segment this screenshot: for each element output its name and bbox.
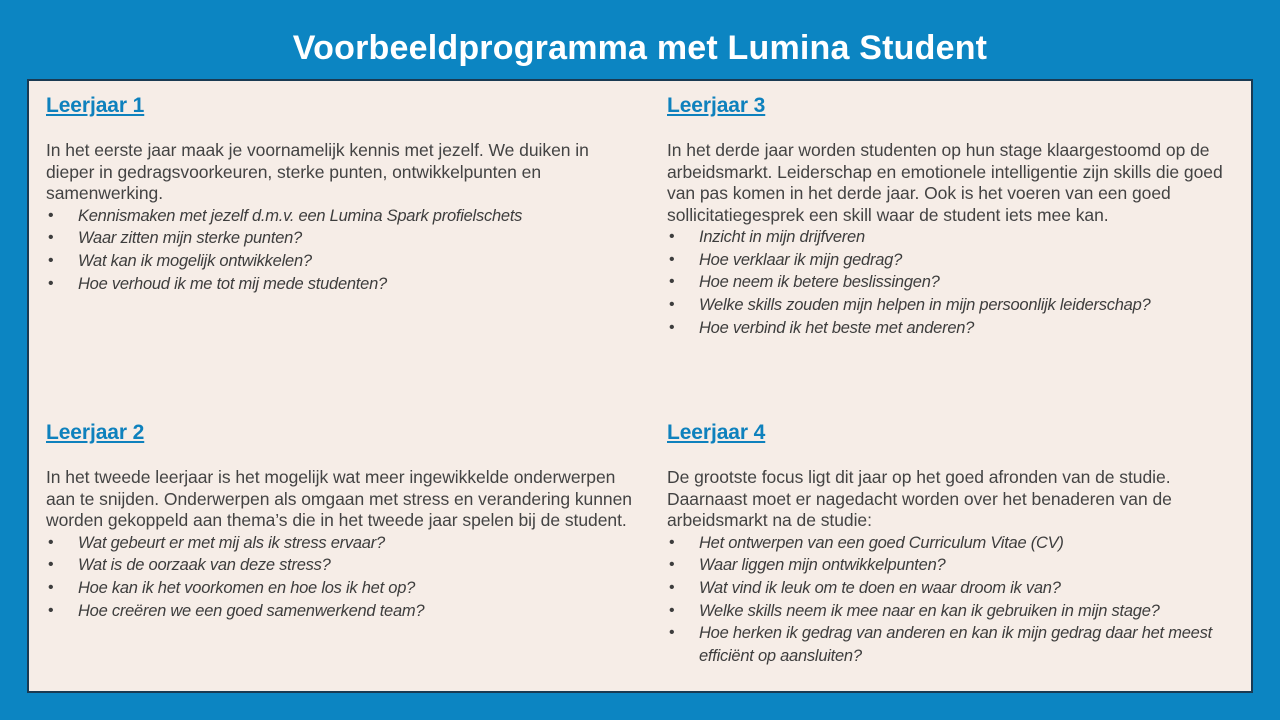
bullet-dot-icon: • (669, 601, 675, 619)
list-item (46, 600, 636, 623)
spacer (667, 446, 1249, 467)
section-intro-leerjaar-3: In het derde jaar worden studenten op hun stage klaargestoomd op de arbeidsmarkt. Leiderschap en emotionele intelligentie zijn skills die goed van pas komen in het derde jaar. Ook is het voeren van een goed sollicitatiegesprek een skill waar de student iets mee kan. (667, 140, 1223, 225)
section-heading-leerjaar-3: Leerjaar 3 (667, 94, 766, 117)
list-item (667, 577, 1249, 600)
list-item-label: Wat is de oorzaak van deze stress? (78, 556, 331, 575)
bullet-dot-icon: • (669, 578, 675, 596)
list-item (667, 554, 1249, 577)
list-item-label: Welke skills zouden mijn helpen in mijn persoonlijk leiderschap? (699, 296, 1151, 315)
right-column (640, 81, 1251, 691)
section-leerjaar-2 (46, 420, 636, 622)
list-item (667, 317, 1249, 340)
bullet-dot-icon: • (669, 273, 675, 291)
bullet-dot-icon: • (48, 274, 54, 292)
list-item-label: Hoe verklaar ik mijn gedrag? (699, 250, 903, 269)
spacer (46, 446, 636, 467)
bullet-dot-icon: • (669, 296, 675, 314)
spacer (667, 119, 1249, 140)
list-item-label: Wat gebeurt er met mij als ik stress ervaar? (78, 533, 385, 552)
list-item-label: Hoe herken ik gedrag van anderen en kan ik mijn gedrag daar het meest efficiënt op aansluiten? (699, 624, 1212, 666)
list-item-label: Hoe verbind ik het beste met anderen? (699, 318, 975, 337)
bullet-dot-icon: • (669, 228, 675, 245)
list-item-label: Welke skills neem ik mee naar en kan ik gebruiken in mijn stage? (699, 601, 1160, 620)
page-title: Voorbeeldprogramma met Lumina Student (292, 29, 988, 67)
list-item (46, 577, 636, 600)
bullet-dot-icon: • (48, 229, 54, 247)
list-item (46, 554, 636, 577)
bullet-dot-icon: • (669, 250, 675, 268)
list-item (667, 532, 1249, 555)
list-item-label: Hoe kan ik het voorkomen en hoe los ik het op? (78, 578, 416, 597)
bullet-dot-icon: • (48, 533, 54, 551)
bullet-dot-icon: • (48, 578, 54, 596)
spacer (46, 119, 606, 140)
section-heading-leerjaar-4: Leerjaar 4 (667, 421, 766, 444)
bullet-dot-icon: • (669, 318, 675, 336)
list-item (46, 250, 606, 273)
list-item (46, 273, 606, 296)
bullet-dot-icon: • (48, 206, 54, 224)
bullet-dot-icon: • (669, 533, 675, 551)
list-item (46, 227, 606, 250)
bullet-dot-icon: • (48, 556, 54, 574)
list-item (667, 249, 1249, 272)
list-item (46, 532, 636, 555)
list-item-label: Kennismaken met jezelf d.m.v. een Lumina Spark profielschets (78, 206, 523, 225)
bullet-list-leerjaar-3 (667, 226, 1249, 340)
content-panel (27, 79, 1253, 693)
list-item-label: Het ontwerpen van een goed Curriculum Vitae (CV) (699, 533, 1064, 552)
section-leerjaar-3 (667, 93, 1249, 340)
bullet-list-leerjaar-4 (667, 532, 1249, 668)
list-item (667, 226, 1249, 249)
list-item-label: Hoe neem ik betere beslissingen? (699, 273, 940, 292)
list-item-label: Waar liggen mijn ontwikkelpunten? (699, 556, 946, 575)
bullet-dot-icon: • (48, 601, 54, 619)
list-item-label: Wat vind ik leuk om te doen en waar droom ik van? (699, 578, 1061, 597)
left-column (29, 81, 640, 691)
section-heading-leerjaar-2: Leerjaar 2 (46, 421, 145, 444)
section-intro-leerjaar-2: In het tweede leerjaar is het mogelijk wat meer ingewikkelde onderwerpen aan te snijden. Onderwerpen als omgaan met stress en verandering kunnen worden gekoppeld aan thema’s die in het tweede jaar spelen bij de student. (46, 467, 632, 530)
bullet-dot-icon: • (669, 556, 675, 574)
list-item-label: Hoe creëren we een goed samenwerkend team? (78, 601, 425, 620)
list-item (667, 622, 1249, 667)
list-item-label: Wat kan ik mogelijk ontwikkelen? (78, 251, 312, 270)
bullet-list-leerjaar-1 (46, 205, 606, 296)
list-item (46, 205, 606, 228)
list-item-label: Hoe verhoud ik me tot mij mede studenten? (78, 274, 387, 293)
list-item (667, 600, 1249, 623)
bullet-dot-icon: • (669, 624, 675, 642)
bullet-list-leerjaar-2 (46, 532, 636, 623)
list-item (667, 271, 1249, 294)
bullet-dot-icon: • (48, 251, 54, 269)
list-item-label: Inzicht in mijn drijfveren (699, 228, 865, 246)
section-leerjaar-1 (46, 93, 606, 295)
section-heading-leerjaar-1: Leerjaar 1 (46, 94, 145, 117)
section-leerjaar-4 (667, 420, 1249, 668)
section-intro-leerjaar-4: De grootste focus ligt dit jaar op het goed afronden van de studie. Daarnaast moet er nagedacht worden over het benaderen van de arbeidsmarkt na de studie: (667, 467, 1172, 530)
section-intro-leerjaar-1: In het eerste jaar maak je voornamelijk kennis met jezelf. We duiken in dieper in gedragsvoorkeuren, sterke punten, ontwikkelpunten en samenwerking. (46, 140, 589, 203)
list-item (667, 294, 1249, 317)
list-item-label: Waar zitten mijn sterke punten? (78, 229, 302, 248)
